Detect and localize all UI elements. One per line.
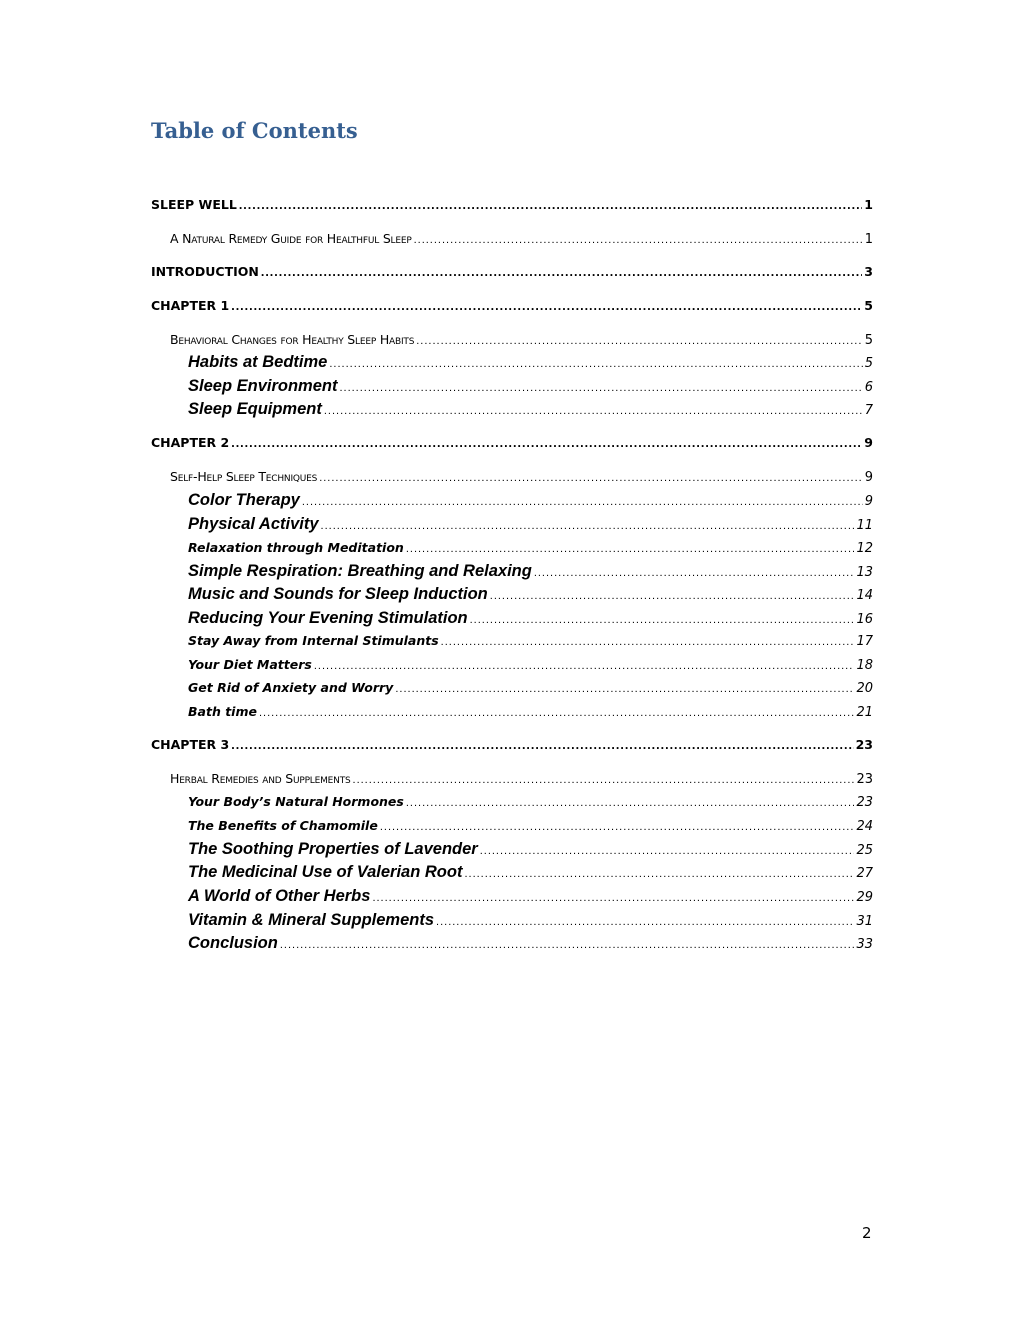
toc-entry-page: 23 <box>856 772 873 787</box>
dot-leader <box>259 707 855 719</box>
toc-entry-behavioral-changes[interactable] <box>170 332 873 348</box>
toc-entry-label: Habits at Bedtime <box>188 353 328 371</box>
dot-leader <box>261 265 862 279</box>
toc-entry-label: Herbal Remedies and Supplements <box>170 771 351 786</box>
toc-entry-page: 29 <box>856 890 873 905</box>
toc-entry-label: Behavioral Changes for Healthy Sleep Habits <box>170 332 415 347</box>
toc-entry-other-herbs[interactable] <box>188 887 873 907</box>
toc-entry-page: 18 <box>856 658 873 673</box>
toc-entry-page: 14 <box>856 588 873 603</box>
toc-entry-lavender[interactable] <box>188 840 873 860</box>
dot-leader <box>534 567 855 579</box>
dot-leader <box>239 198 862 212</box>
dot-leader <box>319 472 863 484</box>
toc-entry-natural-hormones[interactable] <box>188 794 873 810</box>
toc-entry-valerian-root[interactable] <box>188 863 873 883</box>
toc-entry-chapter-3[interactable] <box>151 737 873 755</box>
dot-leader <box>231 436 862 450</box>
toc-entry-page: 33 <box>856 937 873 952</box>
toc-entry-page: 7 <box>864 403 873 418</box>
dot-leader <box>406 797 855 809</box>
toc-entry-label: Bath time <box>188 704 257 719</box>
toc-entry-habits-at-bedtime[interactable] <box>188 353 873 373</box>
toc-entry-herbal-remedies[interactable] <box>170 771 873 787</box>
toc-entry-label: Stay Away from Internal Stimulants <box>188 633 439 648</box>
dot-leader <box>414 234 863 246</box>
toc-entry-page: 27 <box>856 866 873 881</box>
dot-leader <box>314 660 855 672</box>
toc-entry-label: Your Body’s Natural Hormones <box>188 794 404 809</box>
dot-leader <box>380 821 855 833</box>
toc-entry-label: CHAPTER 3 <box>151 737 230 752</box>
toc-entry-chapter-2[interactable] <box>151 435 873 453</box>
dot-leader <box>441 636 855 648</box>
toc-entry-page: 1 <box>864 232 873 247</box>
dot-leader <box>324 405 863 417</box>
dot-leader <box>490 590 855 602</box>
dot-leader <box>280 939 855 951</box>
toc-entry-page: 20 <box>856 681 873 696</box>
toc-entry-page: 3 <box>864 264 873 279</box>
toc-entry-label: Relaxation through Meditation <box>188 540 404 555</box>
dot-leader <box>480 845 855 857</box>
dot-leader <box>464 868 854 880</box>
toc-entry-page: 1 <box>864 197 873 212</box>
toc-entry-chamomile[interactable] <box>188 818 873 834</box>
toc-entry-page: 17 <box>856 634 873 649</box>
toc-entry-label: INTRODUCTION <box>151 264 259 279</box>
toc-entry-page: 5 <box>864 333 873 348</box>
toc-entry-label: Get Rid of Anxiety and Worry <box>188 680 394 695</box>
toc-entry-label: Music and Sounds for Sleep Induction <box>188 585 488 603</box>
dot-leader <box>416 335 862 347</box>
toc-entry-vitamin-mineral[interactable] <box>188 911 873 931</box>
dot-leader <box>231 738 853 752</box>
toc-entry-internal-stimulants[interactable] <box>188 633 873 649</box>
toc-entry-label: Simple Respiration: Breathing and Relaxing <box>188 562 532 580</box>
dot-leader <box>372 892 854 904</box>
toc-entry-label: The Medicinal Use of Valerian Root <box>188 863 463 881</box>
toc-entry-label: SLEEP WELL <box>151 197 237 212</box>
toc-entry-page: 21 <box>856 705 873 720</box>
toc-entry-page: 16 <box>856 612 873 627</box>
toc-entry-diet-matters[interactable] <box>188 657 873 673</box>
toc-entry-sleep-environment[interactable] <box>188 377 873 397</box>
toc-entry-page: 23 <box>856 795 873 810</box>
toc-entry-page: 5 <box>864 356 873 371</box>
toc-entry-physical-activity[interactable] <box>188 515 873 535</box>
toc-entry-page: 31 <box>856 914 873 929</box>
page-number: 2 <box>862 1224 872 1242</box>
toc-entry-label: Reducing Your Evening Stimulation <box>188 609 468 627</box>
toc-entry-relaxation-meditation[interactable] <box>188 540 873 556</box>
toc-entry-color-therapy[interactable] <box>188 491 873 511</box>
toc-entry-introduction[interactable] <box>151 264 873 282</box>
dot-leader <box>302 496 863 508</box>
toc-entry-label: A Natural Remedy Guide for Healthful Sleep <box>170 231 412 246</box>
toc-entry-label: CHAPTER 1 <box>151 298 230 313</box>
toc-entry-page: 9 <box>864 494 873 509</box>
toc-entry-label: Color Therapy <box>188 491 300 509</box>
toc-entry-chapter-1[interactable] <box>151 298 873 316</box>
toc-entry-music-and-sounds[interactable] <box>188 585 873 605</box>
toc-entry-page: 9 <box>864 435 873 450</box>
toc-entry-label: Your Diet Matters <box>188 657 312 672</box>
toc-entry-anxiety-and-worry[interactable] <box>188 680 873 696</box>
toc-entry-page: 25 <box>856 843 873 858</box>
toc-entry-sleep-well[interactable] <box>151 197 873 215</box>
toc-entry-page: 12 <box>856 541 873 556</box>
dot-leader <box>406 543 855 555</box>
toc-entry-simple-respiration[interactable] <box>188 562 873 582</box>
toc-entry-self-help-techniques[interactable] <box>170 469 873 485</box>
toc-entry-sleep-equipment[interactable] <box>188 400 873 420</box>
dot-leader <box>329 358 862 370</box>
dot-leader <box>353 774 855 786</box>
toc-entry-label: The Soothing Properties of Lavender <box>188 840 478 858</box>
dot-leader <box>231 299 862 313</box>
toc-entry-label: Conclusion <box>188 934 278 952</box>
dot-leader <box>470 614 855 626</box>
toc-entry-page: 24 <box>856 819 873 834</box>
toc-entry-label: Sleep Environment <box>188 377 338 395</box>
dot-leader <box>321 520 855 532</box>
toc-entry-label: Vitamin & Mineral Supplements <box>188 911 435 929</box>
dot-leader <box>395 683 854 695</box>
toc-entry-conclusion[interactable] <box>188 934 873 954</box>
toc-entry-label: A World of Other Herbs <box>188 887 371 905</box>
toc-entry-page: 11 <box>856 518 873 533</box>
toc-entry-natural-remedy-guide[interactable] <box>170 231 873 247</box>
toc-entry-label: Self-Help Sleep Techniques <box>170 469 318 484</box>
toc-entry-evening-stimulation[interactable] <box>188 609 873 629</box>
toc-entry-label: The Benefits of Chamomile <box>188 818 378 833</box>
toc-entry-label: Physical Activity <box>188 515 319 533</box>
toc-entry-bath-time[interactable] <box>188 704 873 720</box>
dot-leader <box>436 916 854 928</box>
toc-entry-page: 13 <box>856 565 873 580</box>
dot-leader <box>339 382 862 394</box>
toc-entry-page: 6 <box>864 380 873 395</box>
toc-entry-label: CHAPTER 2 <box>151 435 230 450</box>
toc-title: Table of Contents <box>151 118 358 143</box>
toc-entry-page: 9 <box>864 470 873 485</box>
toc-entry-page: 23 <box>855 737 873 752</box>
toc-entry-page: 5 <box>864 298 873 313</box>
toc-entry-label: Sleep Equipment <box>188 400 322 418</box>
